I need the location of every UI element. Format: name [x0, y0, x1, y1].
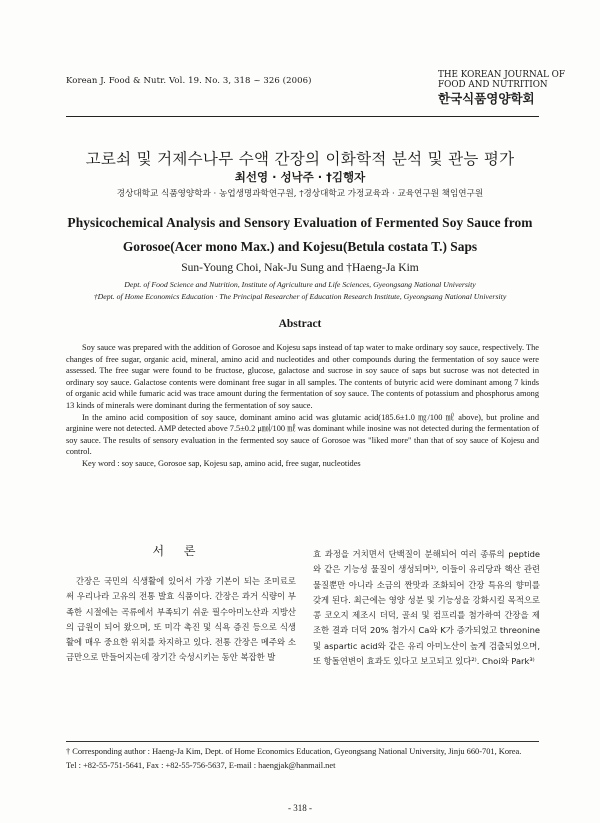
- affiliation-english-2: †Dept. of Home Economics Education · The Principal Researcher of Education Research Institute, Gyeongsang National University: [93, 292, 507, 301]
- abstract-paragraph-1: Soy sauce was prepared with the addition of Gorosoe and Kojesu saps instead of tap water to make ordinary soy sauce, respectively. The changes of free sugar, organic acid, mineral, amino acid and nucleotides and other compounds during the fermentation of soy sauce were assessed. The free sugar were found to be fructose, glucose, galactose and sucrose in soy sauce of saps but sucrose was not detected in ordinary soy sauce. Galactose contents were dominant free sugar in all samples. The contents of butyric acid were dominant among 7 kinds of organic acid while fumaric acid was trace amount during the fermentation of soy sauce. The contents of potassium and phosphorus among 13 kinds of minerals were dominant during the fermentation of soy sauce.: [66, 343, 539, 410]
- keywords: Key word : soy sauce, Gorosoe sap, Kojesu sap, amino acid, free sugar, nucleotides: [82, 458, 361, 468]
- authors-korean: 최선영 · 성낙주 · †김행자: [234, 170, 366, 184]
- right-column-paragraph: 효 과정을 거치면서 단백질이 분해되어 여러 종류의 peptide와 같은 기능성 물질이 생성되며¹⁾, 이들이 유리당과 핵산 관련 물질뿐만 아니라 소금의 짠맛과 조화되어 간장 특유의 향미를 갖게 된다. 최근에는 영양 성분 및 기능성을 강화시킬 목적으로 콩 코오지 제조시 더덕, 골쇠 및 컴프리를 첨가하여 간장을 제조한 결과 더덕 20% 첨가시 Ca와 K가 증가되었고 threonine 및 aspartic acid와 같은 유리 아미노산이 높게 검출되었으며, 또 항돌연변이 효과도 있다고 보고되고 있다²⁾. Choi와 Park³⁾: [313, 549, 540, 667]
- page-number: - 318 -: [288, 803, 312, 813]
- citation: Korean J. Food & Nutr. Vol. 19. No. 3, 318 ~ 326 (2006): [66, 76, 312, 86]
- abstract-body: [66, 342, 539, 470]
- abstract-heading: Abstract: [278, 318, 322, 330]
- right-column: [313, 547, 540, 669]
- journal-en-line1: THE KOREAN JOURNAL OF: [438, 70, 565, 80]
- footnote: [66, 745, 539, 772]
- left-column-paragraph: 간장은 국민의 식생활에 있어서 가장 기본이 되는 조미료로써 우리나라 고유의 전통 발효 식품이다. 간장은 과거 식량이 부족한 시절에는 곡류에서 부족되기 쉬운 필수아미노산과 지방산의 급원이 되어 왔으며, 또 미각 촉진 및 식욕 증진 등으로 식생활에 매우 중요한 위치를 차지하고 있다. 전통 간장은 메주와 소금만으로 만들어지는데 장기간 숙성시키는 동안 복잡한 발: [66, 576, 296, 663]
- journal-en-line2: FOOD AND NUTRITION: [438, 80, 548, 90]
- title-english-line1: Physicochemical Analysis and Sensory Evaluation of Fermented Soy Sauce from: [67, 215, 533, 230]
- footnote-rule: [66, 741, 539, 742]
- section-heading-introduction: 서 론: [152, 544, 204, 558]
- title-korean: 고로쇠 및 거제수나무 수액 간장의 이화학적 분석 및 관능 평가: [85, 150, 515, 168]
- header-rule: [66, 116, 539, 117]
- left-column: [66, 574, 296, 666]
- authors-english: Sun-Young Choi, Nak-Ju Sung and †Haeng-Ja Kim: [181, 262, 419, 274]
- abstract-paragraph-2: In the amino acid composition of soy sauce, dominant amino acid was glutamic acid(185.6±1.0 ㎎/100 ㎖ above), but proline and arginine were not detected. AMP detected above 7.5±0.2 μ㏖/100 ㎖ was dominant while inosine was not detected during the fermentation of soy sauce. The results of sensory evaluation in the fermented soy sauce of Gorosoe was "liked more" than that of soy sauce of Kojesu and control.: [66, 412, 539, 457]
- affiliation-english-1: Dept. of Food Science and Nutrition, Institute of Agriculture and Life Sciences, Gyeongsang National University: [124, 280, 476, 289]
- footnote-contact: Tel : +82-55-751-5641, Fax : +82-55-756-5637, E-mail : haengjak@hanmail.net: [66, 760, 336, 770]
- footnote-corresponding: † Corresponding author : Haeng-Ja Kim, Dept. of Home Economics Education, Gyeongsang National University, Jinju 660-701, Korea.: [66, 747, 522, 756]
- affiliation-korean: 경상대학교 식품영양학과 · 농업생명과학연구원, †경상대학교 가정교육과 · 교육연구원 책임연구원: [116, 189, 484, 199]
- journal-name: [438, 70, 578, 107]
- title-english-line2: Gorosoe(Acer mono Max.) and Kojesu(Betula costata T.) Saps: [122, 239, 478, 254]
- journal-kr: 한국식품영양학회: [438, 91, 535, 106]
